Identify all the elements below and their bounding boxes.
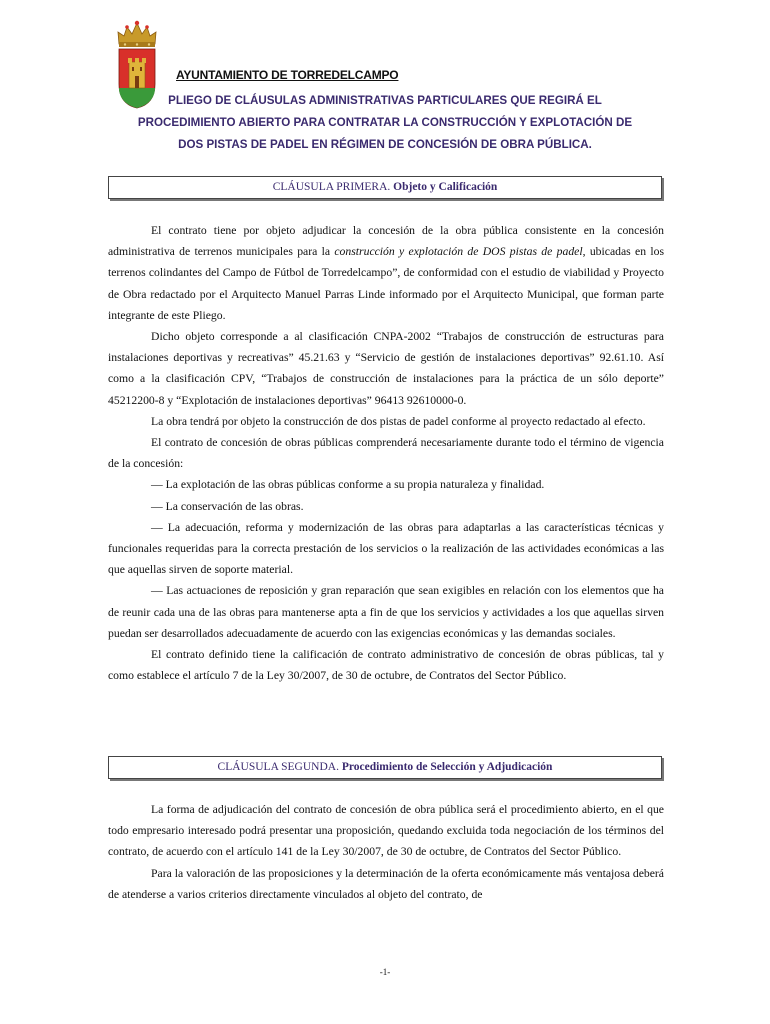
clause-heading-segunda <box>108 756 662 779</box>
paragraph: La obra tendrá por objeto la construcción de dos pistas de padel conforme al proyecto redactado al efecto. <box>151 414 646 428</box>
paragraph: El contrato definido tiene la calificación de contrato administrativo de concesión de obras públicas, tal y como establece el artículo 7 de la Ley 30/2007, de 30 de octubre, de Contratos del Sector Público. <box>108 648 664 683</box>
paragraph: Dicho objeto corresponde a al clasificación CNPA-2002 “Trabajos de construcción de estructuras para instalaciones deportivas y recreativas” 45.21.63 y “Servicio de gestión de instalaciones deportivas” 92.61.10. Así como a la clasificación CPV, “Trabajos de construcción de instalaciones para la práctica de un sólo deporte” 45212200-8 y “Explotación de instalaciones deportivas” 96413 92610000-0. <box>108 330 664 407</box>
paragraph-text: , ubicadas en los terrenos colindantes del Campo de Fútbol de Torredelcampo”, de conformidad con el estudio de viabilidad y Proyecto de Obra redactado por el Arquitecto Manuel Parras Linde informado por el Arquitecto Municipal, que forman parte integrante de este Pliego. <box>108 245 664 322</box>
paragraph <box>108 220 664 326</box>
clause-heading-primera <box>108 176 662 199</box>
clause-segunda-body <box>108 799 664 905</box>
document-title-line: DOS PISTAS DE PADEL EN RÉGIMEN DE CONCESIÓN DE OBRA PÚBLICA. <box>178 138 592 151</box>
list-item: — La explotación de las obras públicas conforme a su propia naturaleza y finalidad. <box>151 478 545 492</box>
page-number: -1- <box>379 967 391 977</box>
paragraph: El contrato de concesión de obras públicas comprenderá necesariamente durante todo el término de vigencia de la concesión: <box>108 436 664 471</box>
clause-primera-body <box>108 220 664 686</box>
document-title-line: PLIEGO DE CLÁUSULAS ADMINISTRATIVAS PARTICULARES QUE REGIRÁ EL <box>168 94 602 107</box>
document-title-line: PROCEDIMIENTO ABIERTO PARA CONTRATAR LA CONSTRUCCIÓN Y EXPLOTACIÓN DE <box>137 116 633 129</box>
document-title <box>100 90 670 156</box>
paragraph-text: El contrato tiene por objeto adjudicar la concesión de la obra pública consistente en la concesión administrativa de terrenos municipales para la <box>108 224 664 259</box>
organization-name: AYUNTAMIENTO DE TORREDELCAMPO <box>176 68 399 82</box>
list-item: — Las actuaciones de reposición y gran reparación que sean exigibles en relación con los elementos que ha de reunir cada una de las obras para mantenerse apta a fin de que los servicios y actividades a los que aquellas sirven puedan ser desarrollados adecuadamente de acuerdo con las exigencias económicas y las demandas sociales. <box>108 584 664 640</box>
list-item: — La conservación de las obras. <box>151 499 304 513</box>
clause-heading-title: Procedimiento de Selección y Adjudicación <box>341 761 553 773</box>
clause-heading-title: Objeto y Calificación <box>393 181 498 193</box>
list-item: — La adecuación, reforma y modernización de las obras para adaptarlas a las características técnicas y funcionales requeridas para la correcta prestación de los servicios o la realización de las actividades económicas a las que aquellas sirven de soporte material. <box>108 520 664 577</box>
paragraph: La forma de adjudicación del contrato de concesión de obra pública será el procedimiento abierto, en el que todo empresario interesado podrá presentar una proposición, quedando excluida toda negociación de los términos del contrato, de acuerdo con el artículo 141 de la Ley 30/2007, de 30 de octubre, de Contratos del Sector Público. <box>108 803 664 859</box>
paragraph-emphasis: construcción y explotación de DOS pistas de padel <box>334 245 583 259</box>
paragraph: Para la valoración de las proposiciones y la determinación de la oferta económicamente más ventajosa deberá de atenderse a varios criterios directamente vinculados al objeto del contrato, de <box>108 866 664 901</box>
clause-heading-lead: CLÁUSULA SEGUNDA. <box>217 761 339 773</box>
clause-heading-lead: CLÁUSULA PRIMERA. <box>272 181 391 193</box>
